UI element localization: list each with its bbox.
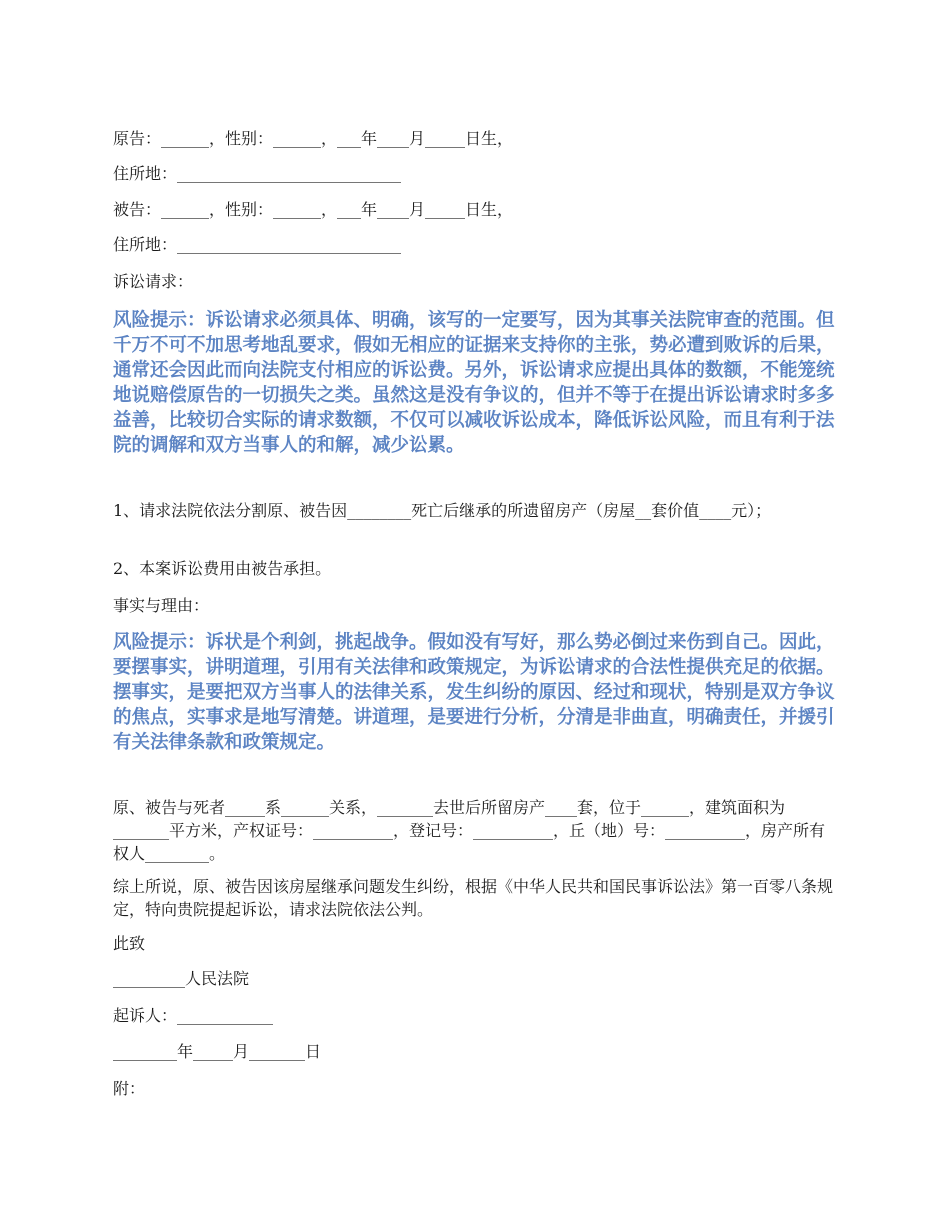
plaintiff-address-line: 住所地：____________________________ [113,164,402,183]
defendant-address-line: 住所地：____________________________ [113,235,402,254]
facts-heading: 事实与理由： [113,596,210,615]
summary-paragraph: 综上所说，原、被告因该房屋继承问题发生纠纷，根据《中华人民共和国民事诉讼法》第一百零八条规定，特向贵院提起诉讼，请求法院依法公判。 [113,877,834,919]
date-line: ________年_____月_______日 [113,1042,322,1061]
plaintiff-signature-line: 起诉人：____________ [113,1006,274,1025]
plaintiff-info-line: 原告：______，性别：______，___年____月_____日生， [113,129,514,148]
risk-note-facts: 风险提示：诉状是个利剑，挑起战争。假如没有写好，那么势必倒过来伤到自己。因此，要摆事实，讲明道理，引用有关法律和政策规定，为诉讼请求的合法性提供充足的依据。摆事实，是要把双方当事人的法律关系，发生纠纷的原因、经过和现状，特别是双方争议的焦点，实事求是地写清楚。讲道理，是要进行分析，分清是非曲直，明确责任，并援引有关法律条款和政策规定。 [113,632,835,753]
salutation: 此致 [113,934,146,953]
claim-item-1: 1、请求法院依法分割原、被告因________死亡后继承的所遗留房产（房屋__套价值____元）； [113,501,772,520]
facts-body: 原、被告与死者_____系______关系，_______去世后所留房产____套，位于______，建筑面积为_______平方米，产权证号：__________，登记号：__________，丘（地）号：__________，房产所有权人________。 [113,798,826,863]
risk-note-claims: 风险提示：诉讼请求必须具体、明确，该写的一定要写，因为其事关法院审查的范围。但千万不可不加思考地乱要求，假如无相应的证据来支持你的主张，势必遭到败诉的后果，通常还会因此而向法院支付相应的诉讼费。另外，诉讼请求应提出具体的数额，不能笼统地说赔偿原告的一切损失之类。虽然这是没有争议的，但并不等于在提出诉讼请求时多多益善，比较切合实际的请求数额，不仅可以减收诉讼成本，降低诉讼风险，而且有利于法院的调解和双方当事人的和解，减少讼累。 [113,310,835,456]
defendant-info-line: 被告：______，性别：______，___年____月_____日生， [113,200,514,219]
attachment-label: 附： [113,1079,146,1098]
court-name-line: _________人民法院 [113,969,250,988]
claim-item-2: 2、本案诉讼费用由被告承担。 [113,559,332,578]
claims-heading: 诉讼请求： [113,272,194,291]
